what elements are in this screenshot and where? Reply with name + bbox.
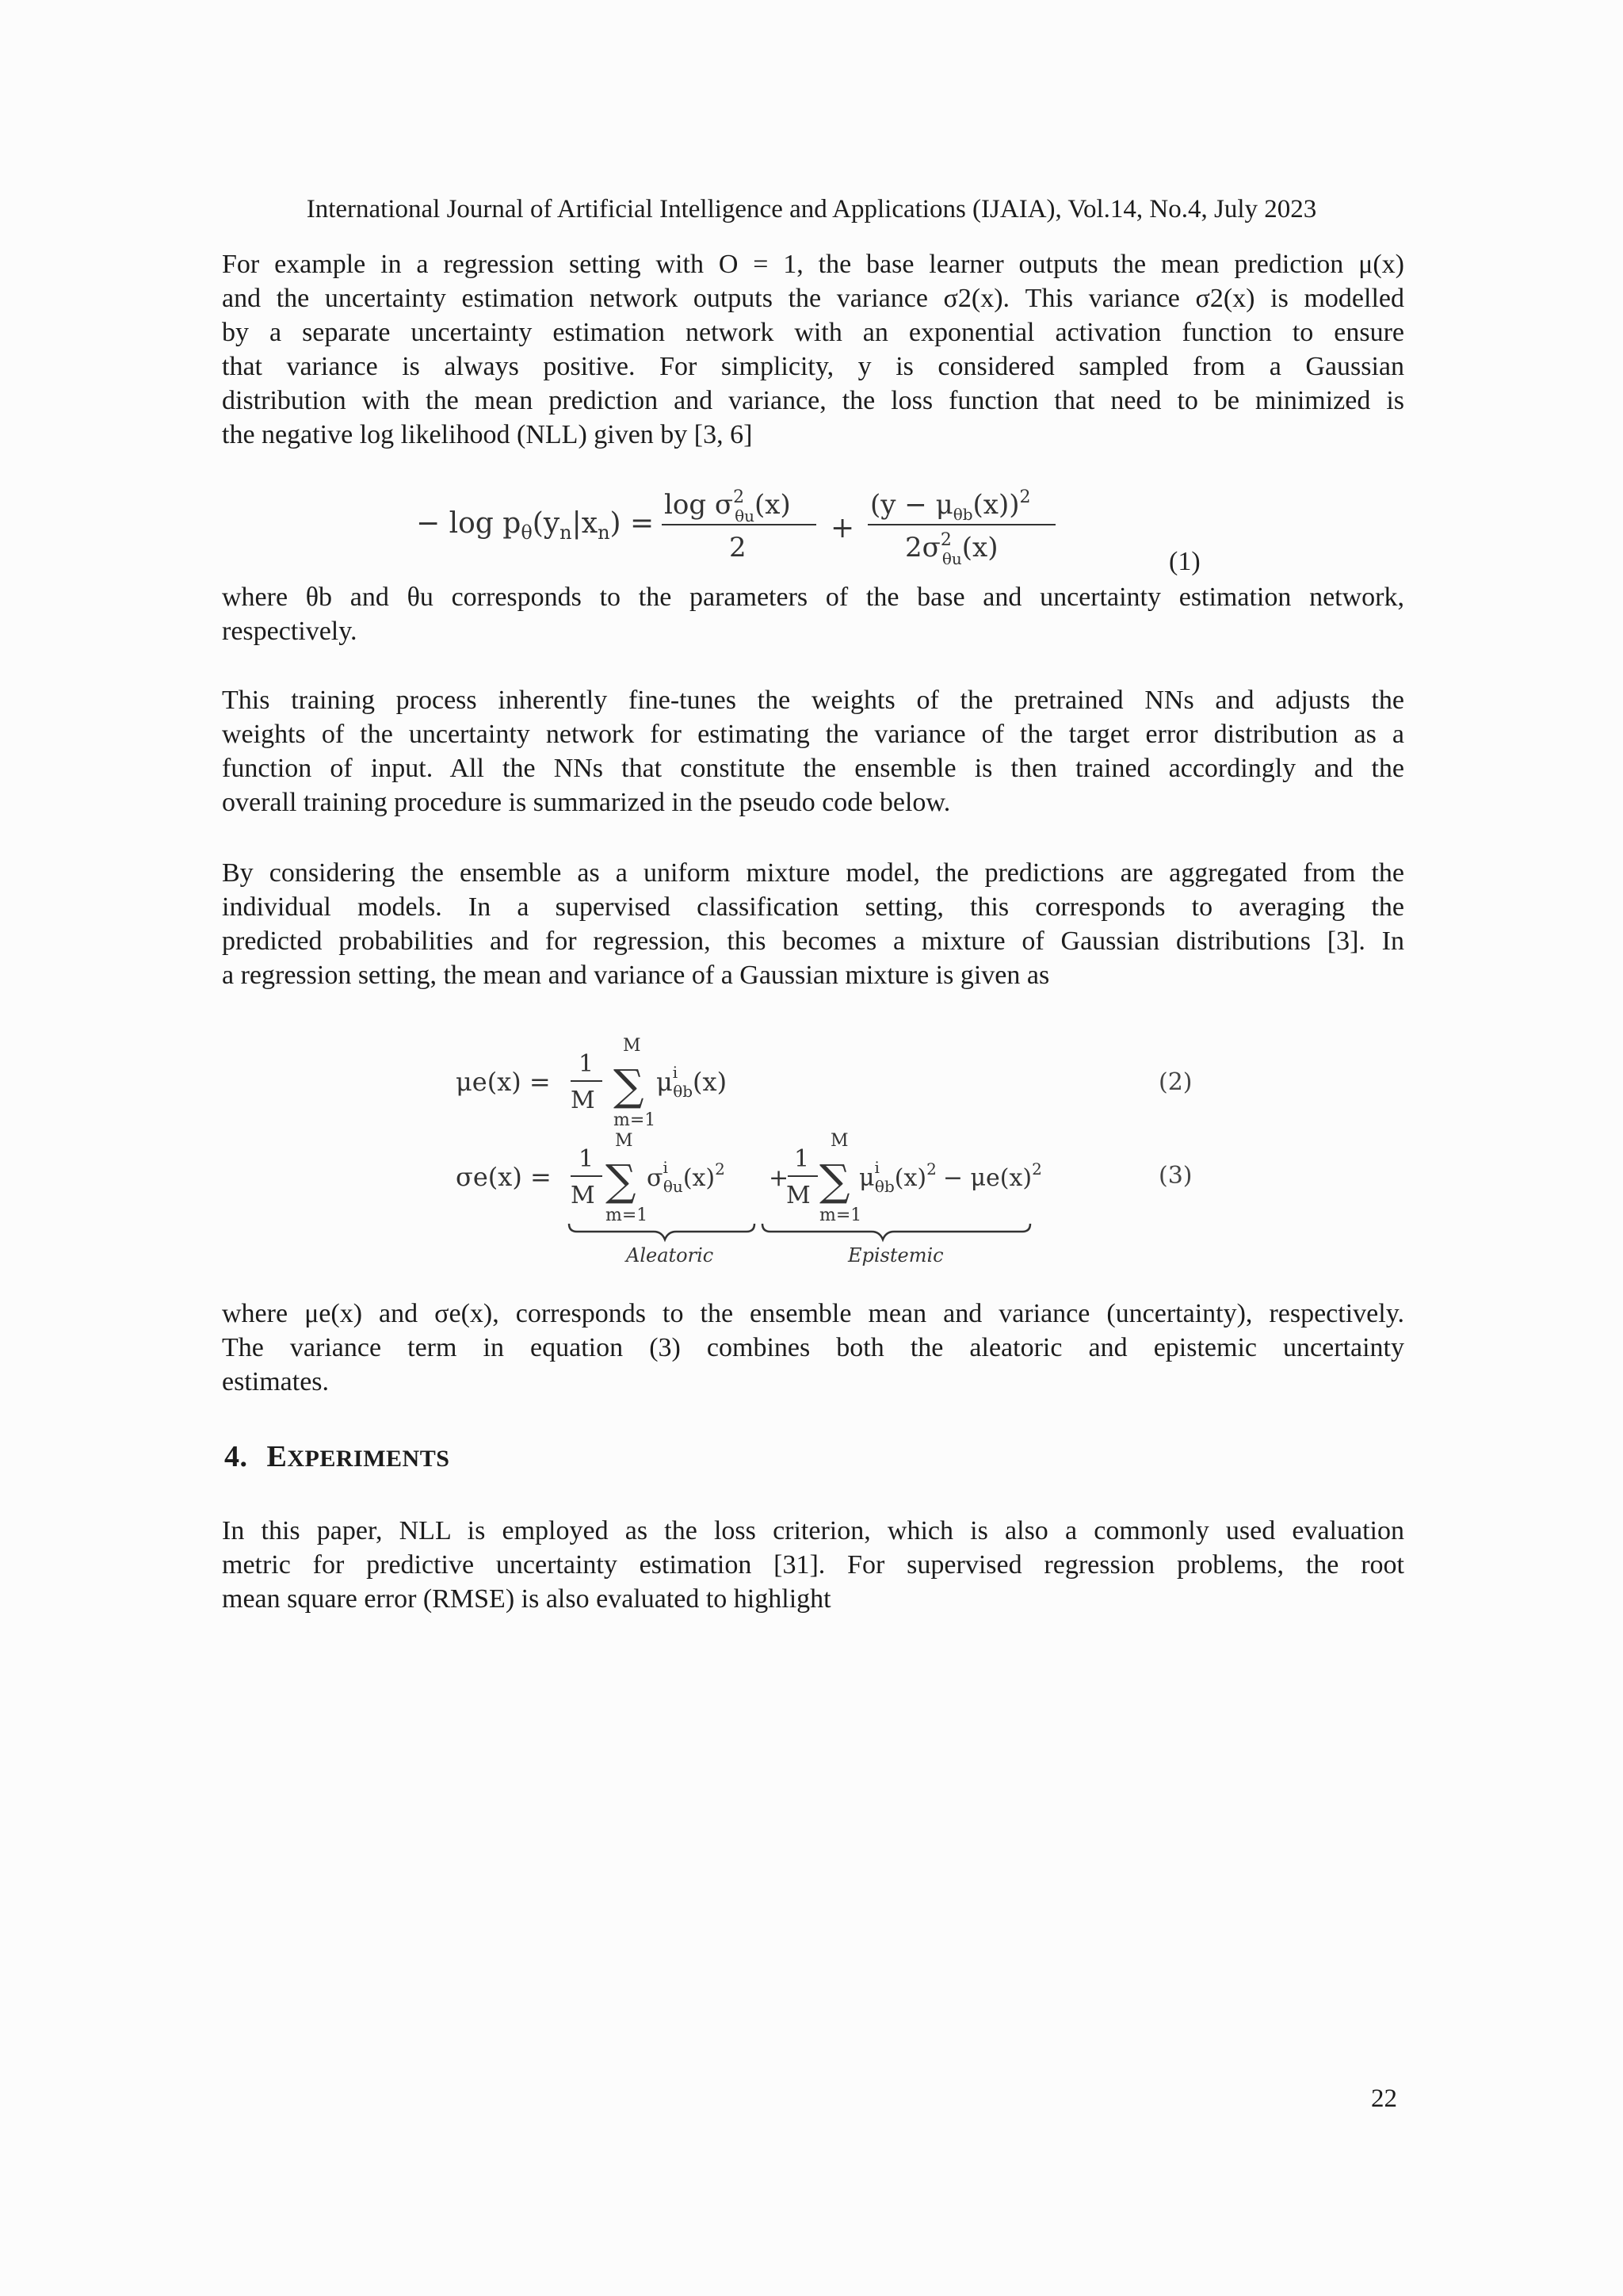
- section-number: 4.: [224, 1440, 248, 1473]
- page-number: 22: [1371, 2084, 1397, 2113]
- eq3-one: 1: [579, 1145, 594, 1173]
- eq1-lhs: − $\log p_\theta(y_n|x_n)$ =: [416, 507, 655, 544]
- section-title-rest: XPERIMENTS: [287, 1446, 450, 1472]
- sum-icon: ∑: [819, 1156, 850, 1205]
- text-line: function of input. All the NNs that constitute the ensemble is then trained accordingly and the: [222, 754, 1404, 783]
- eq3-epistemic-term: $\mu^i$ $\theta b(x)^2 - \mu e(x)^2$: [859, 1158, 1042, 1196]
- text-line: This training process inherently fine-tunes the weights of the pretrained NNs and adjusts the: [222, 686, 1404, 715]
- eq2-M: M: [571, 1087, 595, 1114]
- text-line: metric for predictive uncertainty estimation [31]. For supervised regression problems, the root: [222, 1550, 1404, 1580]
- eq1-denominator-2: $2\sigma^2$ θu(x): [905, 530, 999, 568]
- eq2-term: $\mu^i$ θb(x): [656, 1063, 727, 1101]
- paragraph-ensemble-uncertainty: [222, 1297, 1404, 1399]
- sum-icon: ∑: [613, 1060, 644, 1110]
- text-line: respectively.: [222, 617, 357, 646]
- paragraph-theta-definition: [222, 580, 1404, 648]
- eq3-sum-top: M: [615, 1131, 633, 1151]
- running-header: International Journal of Artificial Intelligence and Applications (IJAIA), Vol.14, No.4, July 2023: [306, 195, 1317, 223]
- section-title-cap: E: [266, 1440, 288, 1473]
- paragraph-mixture-model: [222, 856, 1404, 992]
- equation-ensemble-mean-variance: [452, 1030, 1054, 1268]
- text-line: By considering the ensemble as a uniform mixture model, the predictions are aggregated from the: [222, 858, 1404, 888]
- equation-number-1: (1): [1169, 547, 1201, 576]
- eq3-lhs: σe(x) =: [456, 1162, 552, 1192]
- eq2-sum-top: M: [623, 1036, 641, 1056]
- equation-number-2: (2): [1159, 1068, 1193, 1096]
- text-line: For example in a regression setting with O = 1, the base learner outputs the mean prediction μ(x): [222, 250, 1404, 279]
- epistemic-label: Epistemic: [848, 1244, 944, 1266]
- eq3-aleatoric-term: $\sigma^i$ $\theta u(x)^2$: [647, 1158, 725, 1196]
- text-line: estimates.: [222, 1367, 330, 1396]
- eq3-M: M: [571, 1182, 595, 1209]
- eq1-plus: +: [831, 512, 855, 544]
- eq1-numerator-1: $\log \sigma^2$ θu(x): [664, 487, 791, 525]
- paragraph-experiments: [222, 1514, 1404, 1616]
- text-line: by a separate uncertainty estimation network with an exponential activation function to ensure: [222, 318, 1404, 347]
- text-line: the negative log likelihood (NLL) given by [3, 6]: [222, 420, 753, 449]
- sum-icon: ∑: [605, 1156, 636, 1205]
- eq3-one-b: 1: [794, 1145, 810, 1173]
- underbrace-aleatoric: [569, 1224, 754, 1240]
- equation-number-3: (3): [1159, 1162, 1193, 1190]
- section-heading-experiments: [224, 1439, 449, 1474]
- text-line: overall training procedure is summarized in the pseudo code below.: [222, 788, 951, 817]
- text-line: predicted probabilities and for regression, this becomes a mixture of Gaussian distributions [3]. In: [222, 926, 1404, 956]
- text-line: In this paper, NLL is employed as the loss criterion, which is also a commonly used evaluation: [222, 1516, 1404, 1545]
- text-line: a regression setting, the mean and variance of a Gaussian mixture is given as: [222, 961, 1050, 990]
- text-line: that variance is always positive. For simplicity, y is considered sampled from a Gaussian: [222, 352, 1404, 381]
- eq3-M-b: M: [786, 1182, 811, 1209]
- text-line: mean square error (RMSE) is also evaluated to highlight: [222, 1584, 831, 1614]
- eq3-plus: +: [769, 1164, 789, 1192]
- equation-nll: [412, 483, 1062, 579]
- text-line: where μe(x) and σe(x), corresponds to the ensemble mean and variance (uncertainty), respectively.: [222, 1299, 1404, 1328]
- text-line: individual models. In a supervised classification setting, this corresponds to averaging the: [222, 892, 1404, 922]
- text-line: weights of the uncertainty network for estimating the variance of the target error distribution as a: [222, 720, 1404, 749]
- eq2-sum-bottom: m=1: [613, 1110, 656, 1130]
- eq2-one: 1: [579, 1050, 594, 1078]
- eq1-numerator-2: $(y - \mu_{\theta b}(x))^2$: [870, 487, 1031, 524]
- paragraph-training-process: [222, 683, 1404, 819]
- eq3-sum-top-b: M: [831, 1131, 849, 1151]
- text-line: where θb and θu corresponds to the parameters of the base and uncertainty estimation network,: [222, 583, 1404, 612]
- text-line: The variance term in equation (3) combines both the aleatoric and epistemic uncertainty: [222, 1333, 1404, 1362]
- eq2-lhs: μe(x) =: [456, 1067, 551, 1097]
- paragraph-regression-setting: [222, 247, 1404, 452]
- eq1-denominator-1: 2: [729, 532, 747, 563]
- eq3-sum-bottom-b: m=1: [819, 1205, 862, 1225]
- underbrace-epistemic: [762, 1224, 1030, 1240]
- text-line: distribution with the mean prediction and variance, the loss function that need to be minimized is: [222, 386, 1404, 415]
- eq3-sum-bottom: m=1: [605, 1205, 648, 1225]
- aleatoric-label: Aleatoric: [626, 1244, 714, 1266]
- text-line: and the uncertainty estimation network outputs the variance σ2(x). This variance σ2(x) is modelled: [222, 284, 1404, 313]
